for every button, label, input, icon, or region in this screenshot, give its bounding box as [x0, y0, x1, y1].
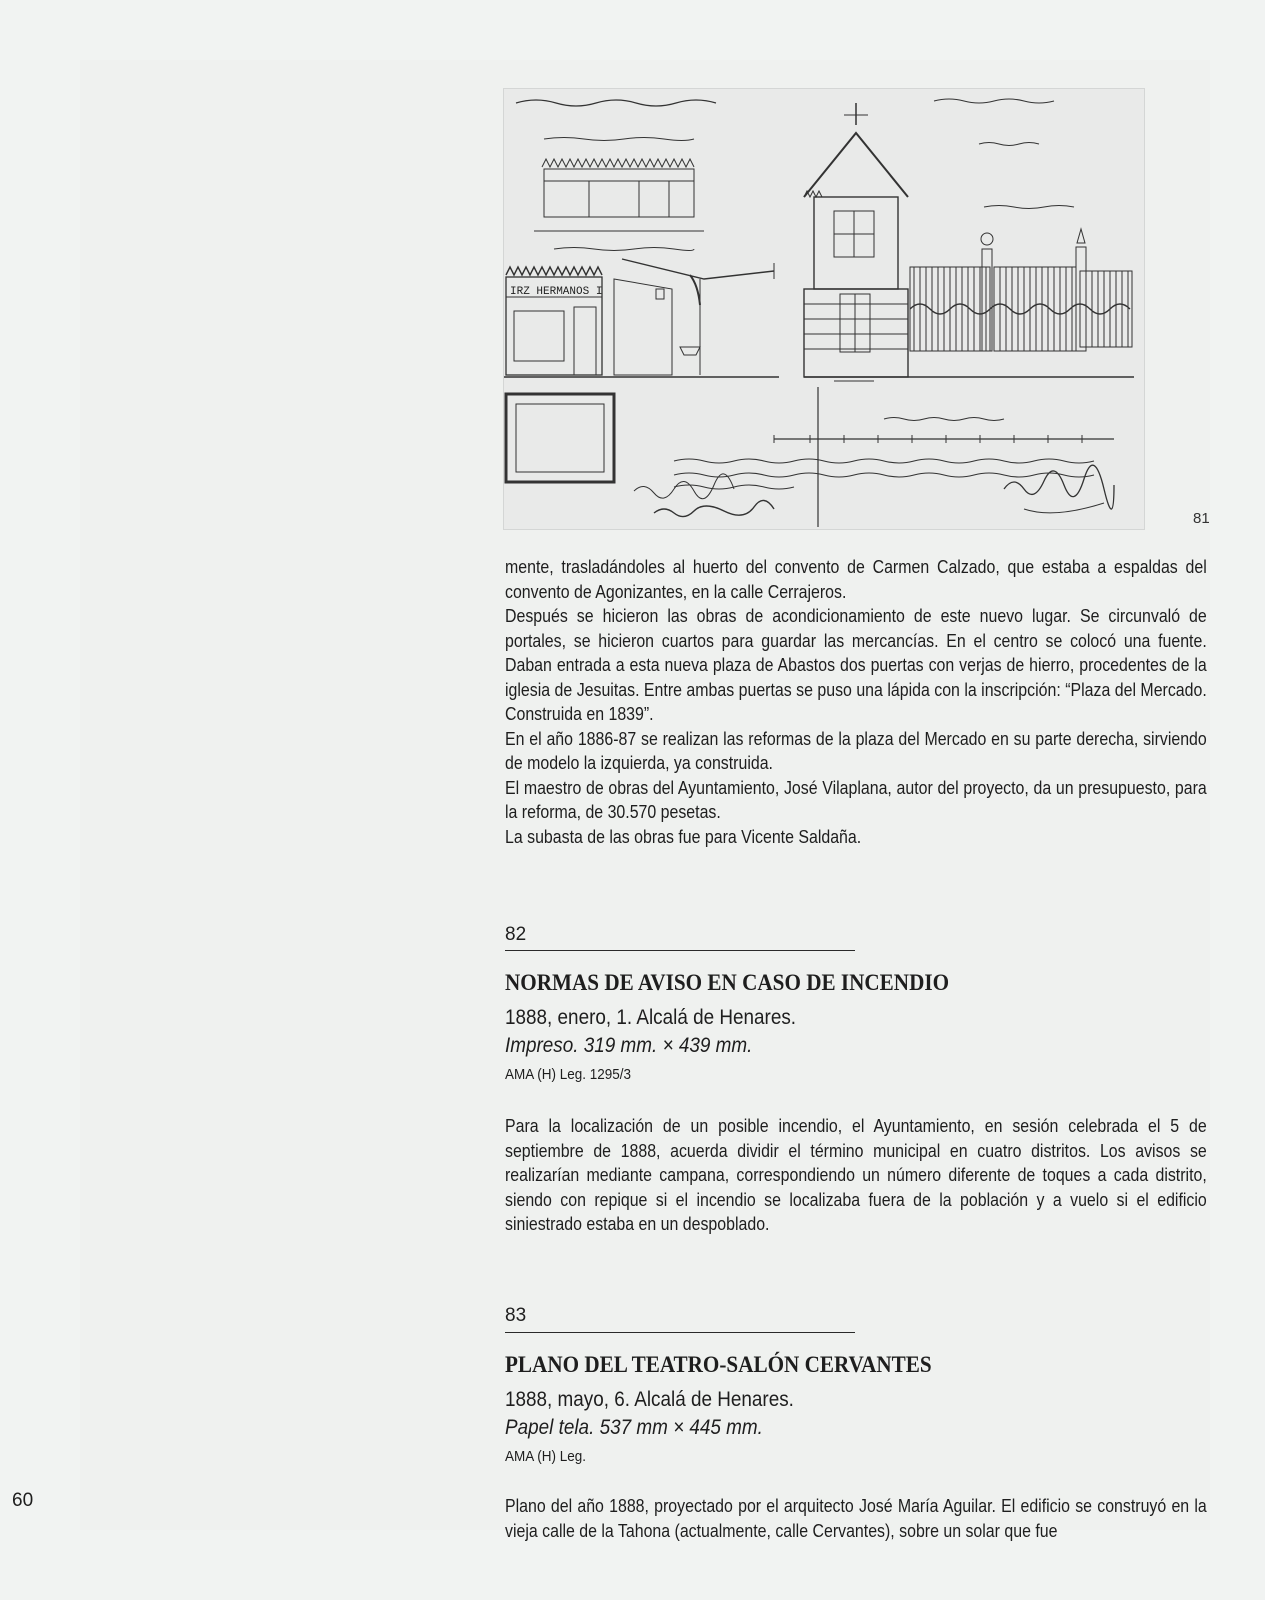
entry-date: 1888, mayo, 6. Alcalá de Henares. [505, 1388, 794, 1411]
entry-title: PLANO DEL TEATRO-SALÓN CERVANTES [505, 1352, 932, 1377]
architectural-drawing-figure [503, 88, 1145, 530]
entry-reference: AMA (H) Leg. [505, 1448, 587, 1465]
paragraph: Para la localización de un posible incendio, el Ayuntamiento, en sesión celebrada el 5 de septiembre de 1888, acuerda dividir el término municipal en cuatro distritos. Los avisos se realizarían mediante campana, correspondiendo un número diferente de toques a cada distrito, siendo con repique si el incendio se localizaba fuera de la población y a vuelo si el edificio siniestrado estaba en un despoblado. [505, 1115, 1207, 1234]
entry-body [505, 1114, 1207, 1237]
paragraph: Después se hicieron las obras de acondicionamiento de este nuevo lugar. Se circunvaló de portales, se hicieron cuartos para guardar las mercancías. En el centro se colocó una fuente. Daban entrada a esta nueva plaza de Abastos dos puertas con verjas de hierro, procedentes de la iglesia de Jesuitas. Entre ambas puertas se puso una lápida con la inscripción: “Plaza del Mercado. Construida en 1839”. [505, 605, 1207, 724]
figure-number: 81 [1193, 510, 1210, 527]
entry-divider [505, 950, 855, 951]
market-elevation-drawing [504, 89, 1144, 529]
page-number: 60 [12, 1490, 34, 1511]
entry-body [505, 1494, 1207, 1543]
intro-text [505, 555, 1207, 849]
shop-sign-text: IRZ HERMANOS I [510, 286, 603, 298]
entry-reference: AMA (H) Leg. 1295/3 [505, 1066, 632, 1083]
entry-number: 83 [505, 1305, 527, 1326]
entry-title: NORMAS DE AVISO EN CASO DE INCENDIO [505, 970, 950, 995]
entry-date: 1888, enero, 1. Alcalá de Henares. [505, 1006, 797, 1029]
entry-medium: Impreso. 319 mm. × 439 mm. [505, 1034, 753, 1057]
entry-number: 82 [505, 924, 527, 945]
entry-medium: Papel tela. 537 mm × 445 mm. [505, 1416, 763, 1439]
paragraph: Plano del año 1888, proyectado por el arquitecto José María Aguilar. El edificio se construyó en la vieja calle de la Tahona (actualmente, calle Cervantes), sobre un solar que fue [505, 1495, 1207, 1541]
entry-divider [505, 1332, 855, 1333]
paragraph: La subasta de las obras fue para Vicente Saldaña. [505, 825, 862, 847]
paragraph: El maestro de obras del Ayuntamiento, José Vilaplana, autor del proyecto, da un presupuesto, para la reforma, de 30.570 pesetas. [505, 776, 1207, 822]
paragraph: En el año 1886-87 se realizan las reformas de la plaza del Mercado en su parte derecha, sirviendo de modelo la izquierda, ya construida. [505, 727, 1207, 773]
paragraph: mente, trasladándoles al huerto del convento de Carmen Calzado, que estaba a espaldas del convento de Agonizantes, en la calle Cerrajeros. [505, 556, 1207, 602]
